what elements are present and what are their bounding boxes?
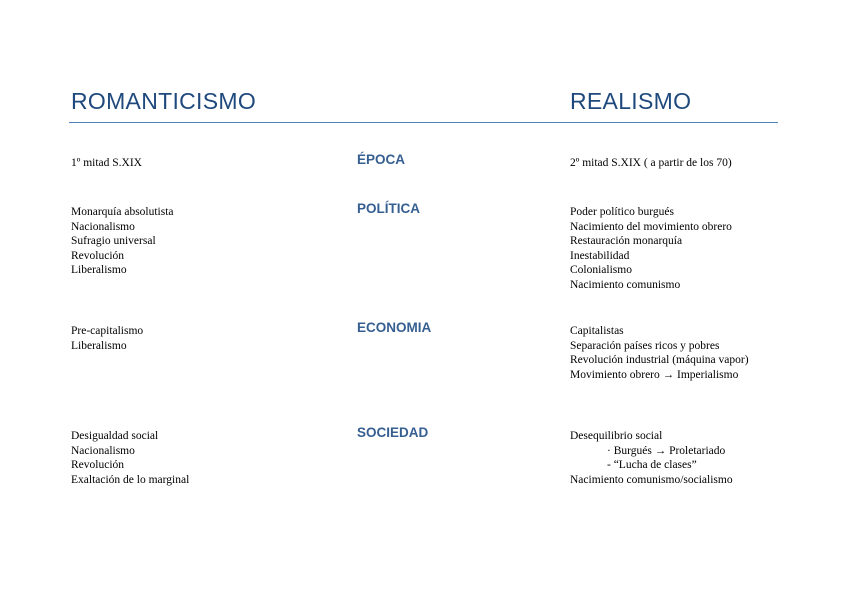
list-item: Liberalismo xyxy=(71,339,127,352)
realismo-politica-list xyxy=(570,205,732,293)
header-rule xyxy=(69,122,778,123)
list-item: - “Lucha de clases” xyxy=(607,459,697,472)
realismo-epoca-list xyxy=(570,156,732,171)
realismo-title: REALISMO xyxy=(570,88,692,114)
section-heading-economia: ECONOMIA xyxy=(357,320,432,335)
list-item: Liberalismo xyxy=(71,264,127,277)
section-heading-sociedad: SOCIEDAD xyxy=(357,425,429,440)
realismo-economia-list xyxy=(570,324,749,382)
section-heading-epoca: ÉPOCA xyxy=(357,152,406,167)
list-item: Nacionalismo xyxy=(71,220,135,233)
list-item: Movimiento obrero → Imperialismo xyxy=(570,368,739,381)
list-item: Revolución xyxy=(71,459,125,472)
list-item: Sufragio universal xyxy=(71,235,156,248)
list-item: Poder político burgués xyxy=(570,206,674,218)
list-item: Nacionalismo xyxy=(71,444,135,457)
list-item: Revolución xyxy=(71,249,125,262)
list-item: Colonialismo xyxy=(570,264,632,277)
list-item: Capitalistas xyxy=(570,325,624,337)
list-item: Monarquía absolutista xyxy=(71,206,174,218)
list-item: Desigualdad social xyxy=(71,430,159,442)
list-item: Revolución industrial (máquina vapor) xyxy=(570,354,749,367)
list-item: Nacimiento comunismo xyxy=(570,278,681,291)
list-item: 2º mitad S.XIX ( a partir de los 70) xyxy=(570,157,732,169)
list-item: Separación países ricos y pobres xyxy=(570,339,720,352)
list-item: 1º mitad S.XIX xyxy=(71,157,142,169)
romanticismo-title: ROMANTICISMO xyxy=(71,88,257,114)
list-item: Pre-capitalismo xyxy=(71,325,144,337)
list-item: · Burgués → Proletariado xyxy=(607,444,726,457)
realismo-sociedad-list xyxy=(570,429,733,487)
romanticismo-sociedad-list xyxy=(71,429,189,487)
romanticismo-economia-list xyxy=(71,324,143,353)
list-item: Desequilibrio social xyxy=(570,430,663,442)
list-item: Inestabilidad xyxy=(570,249,630,262)
section-heading-politica: POLÍTICA xyxy=(357,201,420,216)
list-item: Restauración monarquía xyxy=(570,235,683,248)
list-item: Exaltación de lo marginal xyxy=(71,473,190,486)
list-item: Nacimiento del movimiento obrero xyxy=(570,220,732,233)
romanticismo-politica-list xyxy=(71,205,174,278)
list-item: Nacimiento comunismo/socialismo xyxy=(570,473,733,486)
romanticismo-epoca-list xyxy=(71,156,142,171)
